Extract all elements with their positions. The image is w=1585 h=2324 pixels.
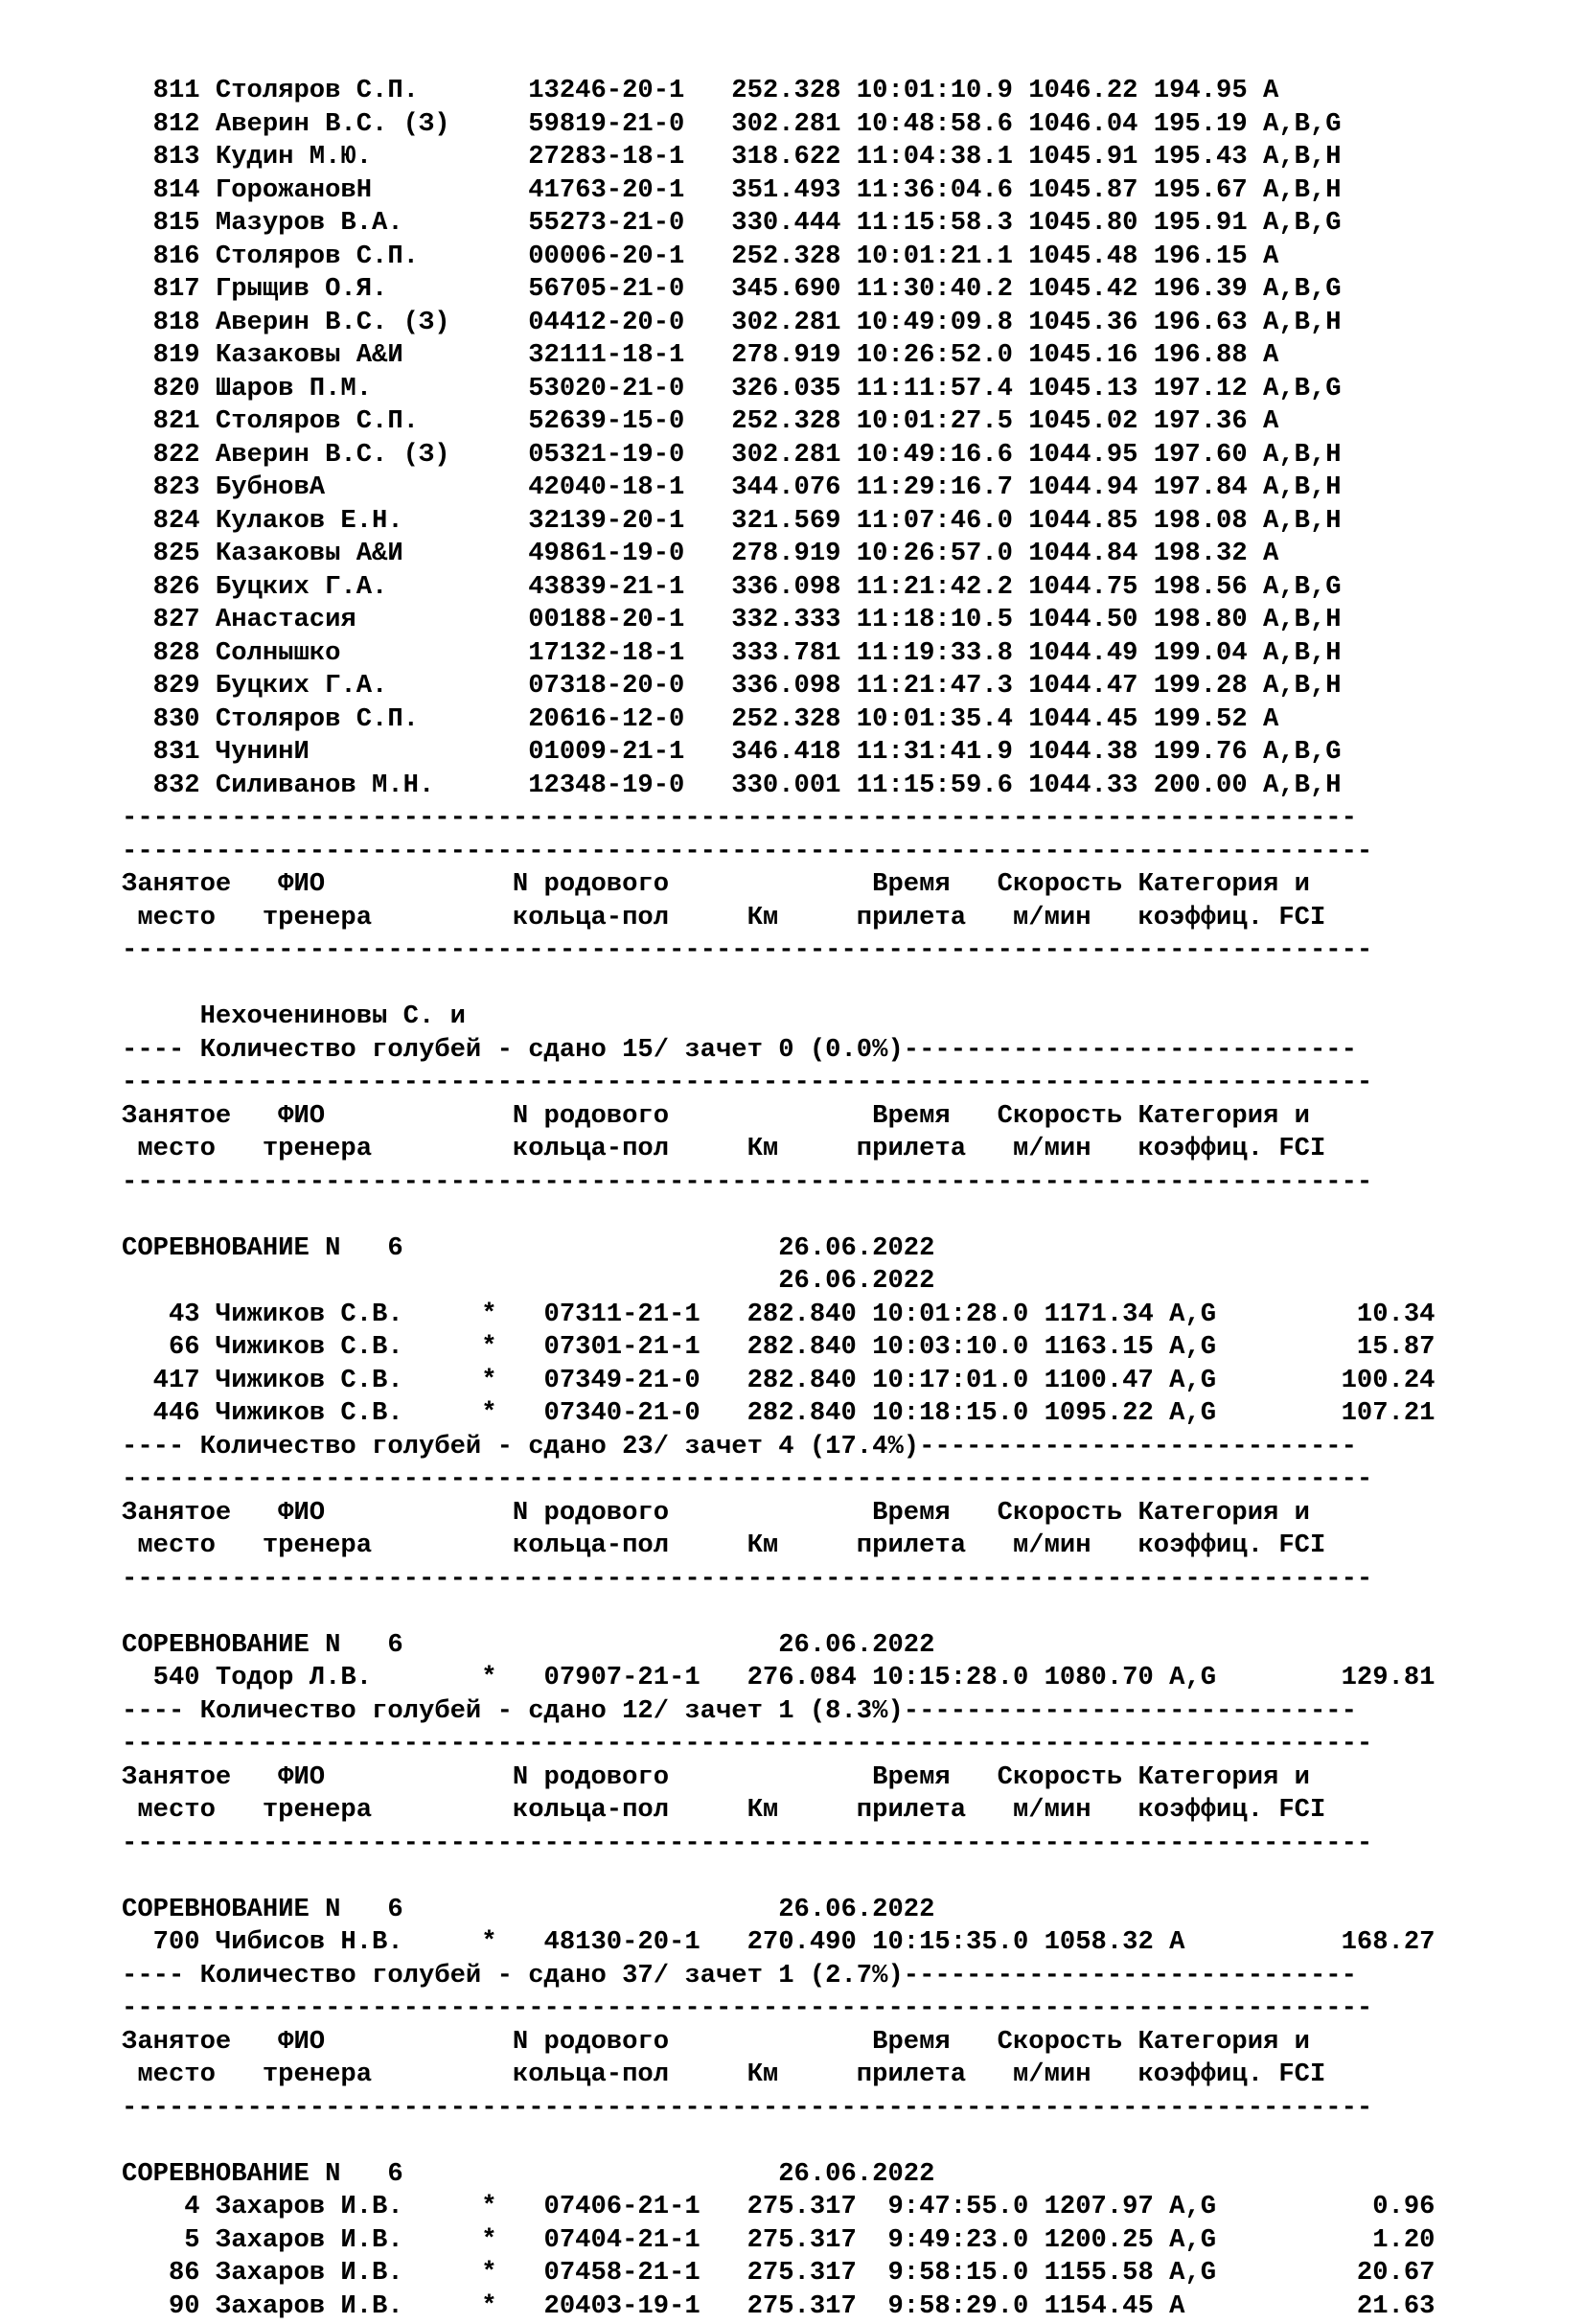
result-row: 812 Аверин В.С. (З) 59819-21-0 302.281 10:48:58.6 1046.04 195.19 A,B,G bbox=[122, 108, 1342, 139]
competition-header: СОРЕВНОВАНИЕ N 6 26.06.2022 bbox=[122, 1894, 935, 1924]
result-row: 823 БубновА 42040-18-1 344.076 11:29:16.7 1044.94 197.84 A,B,H bbox=[122, 472, 1342, 502]
column-header: Занятое ФИО N родового Время Скорость Категория и bbox=[122, 1761, 1310, 1792]
result-row: 822 Аверин В.С. (З) 05321-19-0 302.281 10:49:16.6 1044.95 197.60 A,B,H bbox=[122, 439, 1342, 470]
dashed-rule: -------------------------------------------------------------------------------- bbox=[122, 1464, 1373, 1494]
result-row: 446 Чижиков С.В. * 07340-21-0 282.840 10:18:15.0 1095.22 A,G 107.21 bbox=[122, 1398, 1436, 1428]
column-header: место тренера кольца-пол Км прилета м/мин коэффиц. FCI bbox=[122, 2059, 1326, 2089]
result-row: 811 Столяров С.П. 13246-20-1 252.328 10:01:10.9 1046.22 194.95 A bbox=[122, 76, 1279, 105]
column-header: место тренера кольца-пол Км прилета м/мин коэффиц. FCI bbox=[122, 1134, 1326, 1163]
dashed-rule: -------------------------------------------------------------------------------- bbox=[122, 1563, 1373, 1594]
dashed-rule: -------------------------------------------------------------------------------- bbox=[122, 1068, 1373, 1097]
column-header: Занятое ФИО N родового Время Скорость Категория и bbox=[122, 1497, 1310, 1528]
summary-line: ---- Количество голубей - сдано 12/ зачет 1 (8.3%)----------------------------- bbox=[122, 1695, 1357, 1726]
result-row: 827 Анастасия 00188-20-1 332.333 11:18:10.5 1044.50 198.80 A,B,H bbox=[122, 605, 1342, 634]
section-title: Нехочениновы С. и bbox=[122, 1001, 466, 1031]
result-row: 819 Казаковы А&И 32111-18-1 278.919 10:26:52.0 1045.16 196.88 A bbox=[122, 340, 1279, 370]
date-line: 26.06.2022 bbox=[122, 1266, 935, 1296]
result-row: 813 Кудин М.Ю. 27283-18-1 318.622 11:04:38.1 1045.91 195.43 A,B,H bbox=[122, 142, 1342, 172]
column-header: Занятое ФИО N родового Время Скорость Категория и bbox=[122, 869, 1310, 899]
competition-header: СОРЕВНОВАНИЕ N 6 26.06.2022 bbox=[122, 2158, 935, 2189]
result-row: 820 Шаров П.М. 53020-21-0 326.035 11:11:57.4 1045.13 197.12 A,B,G bbox=[122, 373, 1342, 403]
result-row: 824 Кулаков Е.Н. 32139-20-1 321.569 11:07:46.0 1044.85 198.08 A,B,H bbox=[122, 505, 1342, 536]
result-row: 817 Грыщив О.Я. 56705-21-0 345.690 11:30:40.2 1045.42 196.39 A,B,G bbox=[122, 274, 1342, 304]
result-row: 825 Казаковы А&И 49861-19-0 278.919 10:26:57.0 1044.84 198.32 A bbox=[122, 539, 1279, 568]
result-row: 829 Буцких Г.А. 07318-20-0 336.098 11:21:47.3 1044.47 199.28 A,B,H bbox=[122, 671, 1342, 701]
result-row: 90 Захаров И.В. * 20403-19-1 275.317 9:58:29.0 1154.45 A 21.63 bbox=[122, 2290, 1436, 2321]
result-row: 86 Захаров И.В. * 07458-21-1 275.317 9:58:15.0 1155.58 A,G 20.67 bbox=[122, 2258, 1436, 2288]
dashed-rule: -------------------------------------------------------------------------------- bbox=[122, 836, 1373, 866]
result-row: 826 Буцких Г.А. 43839-21-1 336.098 11:21:42.2 1044.75 198.56 A,B,G bbox=[122, 571, 1342, 602]
result-row: 828 Солнышко 17132-18-1 333.781 11:19:33.8 1044.49 199.04 A,B,H bbox=[122, 637, 1342, 668]
result-row: 832 Силиванов М.Н. 12348-19-0 330.001 11:15:59.6 1044.33 200.00 A,B,H bbox=[122, 770, 1342, 800]
result-row: 5 Захаров И.В. * 07404-21-1 275.317 9:49:23.0 1200.25 A,G 1.20 bbox=[122, 2224, 1436, 2255]
result-row: 700 Чибисов Н.В. * 48130-20-1 270.490 10:15:35.0 1058.32 A 168.27 bbox=[122, 1927, 1436, 1957]
result-row: 831 ЧунинИ 01009-21-1 346.418 11:31:41.9 1044.38 199.76 A,B,G bbox=[122, 737, 1342, 767]
result-row: 540 Тодор Л.В. * 07907-21-1 276.084 10:15:28.0 1080.70 A,G 129.81 bbox=[122, 1663, 1436, 1692]
dashed-rule: -------------------------------------------------------------------------------- bbox=[122, 1729, 1373, 1759]
result-row: 816 Столяров С.П. 00006-20-1 252.328 10:01:21.1 1045.48 196.15 A bbox=[122, 241, 1279, 271]
column-header: место тренера кольца-пол Км прилета м/мин коэффиц. FCI bbox=[122, 902, 1326, 932]
result-row: 818 Аверин В.С. (З) 04412-20-0 302.281 10:49:09.8 1045.36 196.63 A,B,H bbox=[122, 307, 1342, 337]
result-row: 815 Мазуров В.А. 55273-21-0 330.444 11:15:58.3 1045.80 195.91 A,B,G bbox=[122, 208, 1342, 238]
result-row: 417 Чижиков С.В. * 07349-21-0 282.840 10:17:01.0 1100.47 A,G 100.24 bbox=[122, 1365, 1436, 1395]
dashed-rule: -------------------------------------------------------------------------------- bbox=[122, 1828, 1373, 1858]
dashed-rule: -------------------------------------------------------------------------------- bbox=[122, 1993, 1373, 2023]
column-header: Занятое ФИО N родового Время Скорость Категория и bbox=[122, 1100, 1310, 1131]
result-row: 821 Столяров С.П. 52639-15-0 252.328 10:01:27.5 1045.02 197.36 A bbox=[122, 406, 1279, 436]
dashed-rule: -------------------------------------------------------------------------------- bbox=[122, 935, 1373, 965]
result-row: 43 Чижиков С.В. * 07311-21-1 282.840 10:01:28.0 1171.34 A,G 10.34 bbox=[122, 1299, 1436, 1329]
summary-line: ---- Количество голубей - сдано 37/ зачет 1 (2.7%)----------------------------- bbox=[122, 1960, 1357, 1990]
result-row: 66 Чижиков С.В. * 07301-21-1 282.840 10:03:10.0 1163.15 A,G 15.87 bbox=[122, 1332, 1436, 1362]
result-row: 814 ГорожановН 41763-20-1 351.493 11:36:04.6 1045.87 195.67 A,B,H bbox=[122, 174, 1342, 205]
summary-line: ---- Количество голубей - сдано 15/ зачет 0 (0.0%)----------------------------- bbox=[122, 1034, 1357, 1065]
summary-line: ---- Количество голубей - сдано 23/ зачет 4 (17.4%)---------------------------- bbox=[122, 1431, 1357, 1461]
result-row: 4 Захаров И.В. * 07406-21-1 275.317 9:47:55.0 1207.97 A,G 0.96 bbox=[122, 2192, 1436, 2221]
column-header: место тренера кольца-пол Км прилета м/мин коэффиц. FCI bbox=[122, 1795, 1326, 1825]
column-header: Занятое ФИО N родового Время Скорость Категория и bbox=[122, 2026, 1310, 2057]
column-header: место тренера кольца-пол Км прилета м/мин коэффиц. FCI bbox=[122, 1530, 1326, 1560]
competition-header: СОРЕВНОВАНИЕ N 6 26.06.2022 bbox=[122, 1629, 935, 1660]
result-row: 830 Столяров С.П. 20616-12-0 252.328 10:01:35.4 1044.45 199.52 A bbox=[122, 703, 1279, 734]
dashed-rule: ------------------------------------------------------------------------------- bbox=[122, 803, 1357, 833]
dashed-rule: -------------------------------------------------------------------------------- bbox=[122, 1166, 1373, 1197]
dashed-rule: -------------------------------------------------------------------------------- bbox=[122, 2092, 1373, 2123]
competition-header: СОРЕВНОВАНИЕ N 6 26.06.2022 bbox=[122, 1232, 935, 1263]
